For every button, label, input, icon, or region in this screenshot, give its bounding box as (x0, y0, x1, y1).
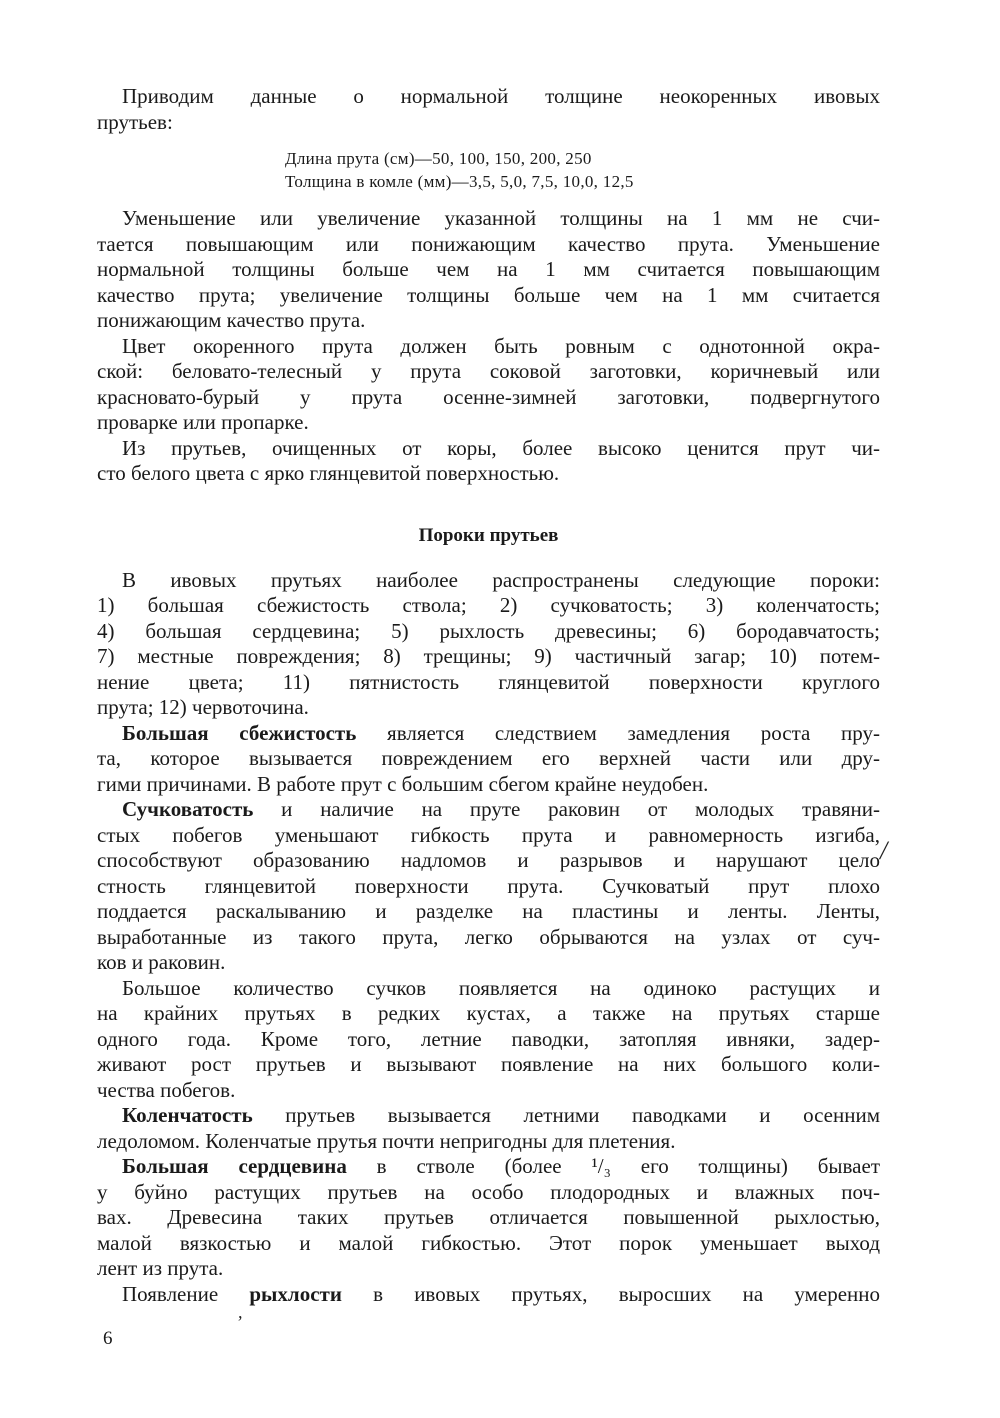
text-line (97, 670, 880, 696)
bold-term: Коленчатость (122, 1103, 253, 1127)
line-text: Из прутьев, очищенных от коры, более высоко ценится прут чи- (122, 435, 880, 460)
line-text: прутьев вызывается летними паводками и осенним (252, 1103, 880, 1127)
text-line (97, 232, 880, 258)
text-line (97, 925, 880, 951)
text-line (97, 334, 880, 360)
line-text: прутьев: (97, 109, 173, 134)
text-line (97, 619, 880, 645)
paragraph (97, 976, 880, 1104)
text-line (97, 1103, 880, 1129)
line-text: на крайних прутьях в редких кустах, а также на прутьях старше (97, 1001, 880, 1025)
text-line (97, 797, 880, 823)
line-text: стых побегов уменьшают гибкость прута и равномерность изгиба, (97, 822, 880, 847)
page-number: 6 (103, 1328, 113, 1349)
text-line (97, 461, 880, 487)
formula-block (285, 147, 880, 193)
text-line (285, 147, 880, 170)
paragraph (97, 436, 880, 487)
line-text: Цвет окоренного прута должен быть ровным с однотонной окра- (122, 333, 880, 358)
line-text: гими причинами. В работе прут с большим сбегом крайне неудобен. (97, 771, 709, 796)
paragraph (97, 1154, 880, 1282)
text-line (97, 283, 880, 309)
text-line (97, 950, 880, 976)
text-line (97, 874, 880, 900)
text-line (97, 746, 880, 772)
text-line (97, 410, 880, 436)
text-line (97, 1205, 880, 1231)
text-line (97, 436, 880, 462)
line-text: живают рост прутьев и вызывают появление на них большого коли- (97, 1052, 880, 1076)
line-text: стность глянцевитой поверхности прута. Сучковатый прут плохо (97, 873, 880, 898)
text-line (97, 976, 880, 1002)
paragraph (97, 1103, 880, 1154)
text-line (97, 110, 880, 136)
line-text: у буйно растущих прутьев на особо плодородных и влажных поч- (97, 1179, 880, 1204)
text-line (97, 772, 880, 798)
line-text: понижающим качество прута. (97, 308, 366, 332)
line-text: Большое количество сучков появляется на одиноко растущих и (122, 975, 880, 1000)
handwritten-margin-mark: / (880, 836, 888, 865)
paragraph (97, 1282, 880, 1308)
line-text: в стволе (более ¹/₃ его толщины) бывает (346, 1154, 881, 1178)
line-text: 1) большая сбежистость ствола; 2) сучковатость; 3) коленчатость; (97, 593, 880, 617)
line-text: поддается раскалыванию и разделке на пластины и ленты. Ленты, (97, 899, 880, 923)
bold-term: Большая сердцевина (122, 1154, 347, 1178)
line-text: Приводим данные о нормальной толщине неокоренных ивовых (122, 84, 880, 108)
section-heading: Пороки прутьев (418, 524, 559, 546)
line-text: нение цвета; 11) пятнистость глянцевитой поверхности круглого (97, 669, 880, 694)
text-line (97, 257, 880, 283)
line-text: та, которое вызывается повреждением его верхней части или дру- (97, 746, 880, 770)
line-text: и наличие на пруте раковин от молодых травяни- (253, 797, 880, 821)
text-line (97, 1154, 880, 1180)
paragraph (97, 721, 880, 798)
line-text: выработанные из такого прута, легко обрываются на узлах от суч- (97, 924, 880, 949)
line-text: чества побегов. (97, 1077, 236, 1102)
paragraph (97, 84, 880, 135)
text-line (97, 593, 880, 619)
text-line (285, 170, 880, 193)
text-line (97, 359, 880, 385)
page-body (97, 84, 880, 1307)
text-line (97, 1129, 880, 1155)
text-line (97, 848, 880, 874)
bold-term: Сучковатость (122, 797, 254, 821)
line-text: прута; 12) червоточина. (97, 695, 309, 719)
text-line (97, 84, 880, 110)
bold-term: рыхлости (249, 1281, 342, 1306)
text-line (97, 695, 880, 721)
line-text: в ивовых прутьях, выросших на умеренно (341, 1281, 880, 1306)
line-text: ской: беловато-телесный у прута соковой заготовки, коричневый или (97, 359, 880, 383)
line-text: 4) большая сердцевина; 5) рыхлость древесины; 6) бородавчатость; (97, 618, 880, 643)
text-line (97, 823, 880, 849)
paragraph (97, 568, 880, 721)
text-line (97, 206, 880, 232)
line-text: ков и раковин. (97, 950, 226, 974)
text-line (97, 1231, 880, 1257)
line-text: сто белого цвета с ярко глянцевитой поверхностью. (97, 461, 560, 485)
text-line (97, 1256, 880, 1282)
line-text: нормальной толщины больше чем на 1 мм считается повышающим (97, 257, 880, 281)
text-line (97, 1180, 880, 1206)
line-text: тается повышающим или понижающим качество прута. Уменьшение (97, 231, 880, 256)
line-text: малой вязкостью и малой гибкостью. Этот порок уменьшает выход (97, 1230, 880, 1255)
line-text: является следствием замедления роста пру- (356, 720, 880, 745)
line-text: ледоломом. Коленчатые прутья почти непригодны для плетения. (97, 1128, 676, 1153)
text-line (97, 644, 880, 670)
text-line (97, 899, 880, 925)
text-line (97, 721, 880, 747)
line-text: красновато-бурый у прута осенне-зимней заготовки, подвергнутого (97, 384, 880, 409)
line-text: способствуют образованию надломов и разрывов и нарушают цело (97, 848, 880, 872)
line-text: Появление (122, 1281, 250, 1306)
line-text: Длина прута (см)—50, 100, 150, 200, 250 (285, 149, 592, 168)
text-line (97, 385, 880, 411)
line-text: лент из прута. (97, 1256, 224, 1280)
text-line (97, 568, 880, 594)
line-text: качество прута; увеличение толщины больше чем на 1 мм считается (97, 282, 880, 307)
line-text: одного года. Кроме того, летние паводки, затопляя ивняки, задер- (97, 1026, 880, 1051)
line-text: 7) местные повреждения; 8) трещины; 9) частичный загар; 10) потем- (97, 644, 880, 668)
text-line (97, 1001, 880, 1027)
line-text: Уменьшение или увеличение указанной толщины на 1 мм не счи- (122, 206, 880, 230)
line-text: вах. Древесина таких прутьев отличается повышенной рыхлостью, (97, 1205, 880, 1229)
text-line (97, 1052, 880, 1078)
paragraph (97, 206, 880, 334)
paragraph (97, 797, 880, 976)
line-text: Толщина в комле (мм)—3,5, 5,0, 7,5, 10,0, 12,5 (285, 172, 634, 191)
handwritten-tick-mark: , (238, 1302, 243, 1322)
line-text: В ивовых прутьях наиболее распространены следующие пороки: (122, 567, 880, 592)
line-text: проварке или пропарке. (97, 410, 309, 434)
text-line (97, 1078, 880, 1104)
bold-term: Большая сбежистость (122, 720, 357, 745)
text-line (97, 1027, 880, 1053)
text-line (97, 308, 880, 334)
paragraph (97, 334, 880, 436)
text-line (97, 1282, 880, 1308)
